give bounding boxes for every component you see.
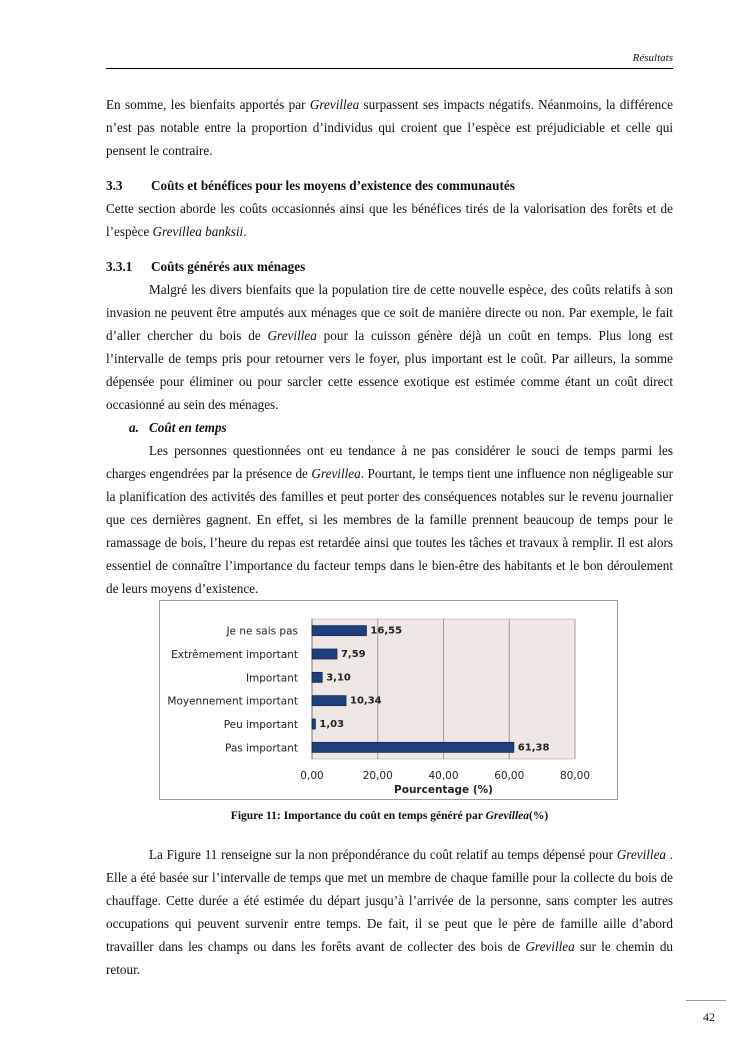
figure-commentary-paragraph — [106, 843, 673, 981]
species-name: Grevillea — [267, 328, 317, 343]
caption-text: (%) — [529, 810, 549, 822]
species-name: Grevillea — [485, 810, 530, 822]
section-3-3-paragraph — [106, 197, 673, 243]
intro-paragraph — [106, 93, 673, 162]
subsection-letter: a. — [129, 420, 139, 435]
y-category-label: Je ne sais pas — [226, 625, 298, 638]
section-heading-3-3-1 — [106, 255, 673, 278]
caption-text: Figure 11: Importance du coût en temps généré par — [230, 810, 486, 822]
x-tick-label: 40,00 — [428, 770, 459, 782]
footer-rule — [686, 1000, 726, 1001]
y-category-label: Pas important — [225, 742, 298, 755]
bar — [312, 696, 346, 706]
paragraph-text: La Figure 11 renseigne sur la non prépondérance du coût relatif au temps dépensé pour — [149, 847, 617, 862]
x-tick-label: 80,00 — [559, 770, 591, 782]
bar — [312, 672, 322, 682]
x-tick-label: 60,00 — [494, 770, 525, 782]
section-3-3-1-paragraph — [106, 278, 673, 416]
section-heading-3-3 — [106, 174, 673, 197]
y-category-label: Moyennement important — [167, 695, 298, 708]
bar — [312, 719, 315, 729]
data-label: 10,34 — [349, 695, 382, 707]
species-name: Grevillea — [616, 847, 667, 862]
subsection-title: Coût en temps — [149, 420, 227, 435]
data-label: 61,38 — [517, 742, 550, 754]
data-label: 1,03 — [319, 719, 345, 730]
bar-chart-svg — [160, 601, 617, 799]
y-category-label: Peu important — [223, 719, 298, 731]
intro-text: surpassent ses impacts négatifs. Néanmoins, la différence n’est pas notable entre la proportion d’individus qui croient que l’espèce est préjudiciable et celle qui pensent le contraire. — [106, 97, 673, 158]
x-tick-label: 0,00 — [300, 770, 324, 782]
section-title: Coûts générés aux ménages — [151, 259, 306, 274]
section-title: Coûts et bénéfices pour les moyens d’existence des communautés — [151, 178, 515, 193]
subsection-heading-a — [129, 416, 673, 439]
bar — [312, 626, 366, 636]
species-name: Grevillea — [525, 939, 575, 954]
bar — [312, 649, 337, 659]
paragraph-text: Malgré les divers bienfaits que la population tire de cette nouvelle espèce, des coûts relatifs à son invasion ne peuvent être amputés aux ménages que ce soit de manière directe ou non. Par exemple, le fait d’aller chercher du bois de — [106, 282, 673, 343]
paragraph-text: pour la cuisson génère déjà un coût en temps. Plus long est l’intervalle de temps pris pour retourner vers le foyer, plus important est le coût. Par ailleurs, la somme dépensée pour éliminer ou pour sarcler cette essence exotique est estimée comme étant un coût direct occasionné au sein des ménages. — [106, 328, 674, 412]
y-category-label: Extrêmement important — [171, 649, 298, 661]
paragraph-text: Les personnes questionnées ont eu tendance à ne pas considérer le souci de temps parmi les charges engendrées par la présence de — [106, 443, 673, 481]
species-name: Grevillea — [309, 97, 360, 112]
page-number: 42 — [703, 1010, 715, 1024]
subsection-a-paragraph — [106, 439, 673, 600]
figure-caption — [106, 810, 673, 822]
data-label: 3,10 — [326, 672, 351, 684]
data-label: 16,55 — [370, 625, 403, 637]
header-title: Résultats — [632, 52, 673, 64]
figure-11-chart — [159, 600, 618, 800]
data-label: 7,59 — [340, 649, 366, 660]
species-name: Grevillea banksii — [152, 224, 244, 239]
body-text — [106, 93, 673, 600]
y-category-label: Important — [245, 672, 298, 685]
paragraph-text: Cette section aborde les coûts occasionnés ainsi que les bénéfices tirés de la valorisation des forêts et de l’espèce — [106, 201, 673, 239]
paragraph-text: . Elle a été basée sur l’intervalle de temps que met un membre de chaque famille pour la collecte du bois de chauffage. Cette durée a été estimée du départ jusqu’à l’arrivée de la personne, sans compter les autres occupations qui peuvent survenir entre temps. De fait, il se peut que le père de famille aille d’abord travailler dans les champs ou dans les forêts avant de collecter des bois de — [106, 847, 674, 954]
x-axis-title: Pourcentage (%) — [394, 784, 493, 796]
header-rule — [106, 68, 673, 69]
section-number: 3.3 — [106, 178, 123, 193]
intro-text: En somme, les bienfaits apportés par — [106, 97, 310, 112]
species-name: Grevillea — [311, 466, 361, 481]
paragraph-text: . — [243, 224, 247, 239]
x-tick-label: 20,00 — [362, 770, 393, 782]
paragraph-text: sur le chemin du retour. — [106, 939, 674, 977]
bar — [312, 742, 514, 752]
after-figure-text — [106, 843, 673, 981]
paragraph-text: . Pourtant, le temps tient une influence non négligeable sur la planification des activités des familles et peut porter des conséquences notables sur le revenu journalier que ces dernières gagnent. En effet, si les membres de la famille prennent beaucoup de temps pour le ramassage de bois, l’heure du repas est retardée ainsi que toutes les tâches et travaux à remplir. Il est alors essentiel de connaître l’importance du facteur temps dans le bien-être des habitants et le bon déroulement de leurs moyens d’existence. — [106, 466, 673, 596]
section-number: 3.3.1 — [106, 259, 133, 274]
